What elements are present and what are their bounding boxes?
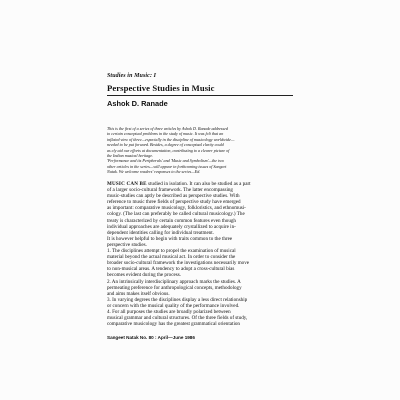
body-line-text: broader socio-cultural framework the investigations necessarily move [107,260,250,267]
body-line-text: becomes evident during the process. [107,272,181,279]
body-line-text: dependent identities calling for individual treatment. [107,229,214,236]
body-line-text: musical grammar and cultural structures. Of the three fields of study, [107,315,248,322]
body-line-text: 2. An intrinsically interdisciplinary approach marks the studies. A [107,278,241,285]
title-rule [107,95,293,96]
article-author: Ashok D. Ranade [107,99,168,108]
body-line-text: and aims makes itself obvious. [107,290,170,297]
body-line-text: 3. In varying degrees the disciplines display a less direct relationship [107,296,248,303]
article-title: Perspective Studies in Music [107,83,215,93]
body-line-text: as important: comparative musicology, folkloristics, and ethnomusi- [107,205,246,212]
body-line-text: comparative musicology has the greatest grammatical orientation [107,321,240,328]
editor-note-line: This is the first of a series of three articles by Ashok D. Ranade addressed [107,126,228,131]
body-line-text: to non-musical areas. A tendency to adopt a cross-cultural bias [107,266,235,273]
editor-note-line: other articles in the series—will appear in forthcoming issues of Sangeet [107,163,227,169]
body-line [107,321,298,327]
editor-note-line: as ely aid our efforts at documentation, contributing to a clearer picture of [107,147,230,153]
body-line-text: permeating preference for anthropological concepts, methodology [107,284,242,291]
body-line-text: of a larger socio-cultural framework. The latter encompassing [107,187,233,194]
body-line-text: 1. The disciplines attempt to propel the examination of musical [107,248,236,255]
body-line-text: individual approaches are adequately crystallized to acquire in- [107,223,236,230]
body-line-text: music-studies can aptly be described as perspective studies. With [107,193,240,200]
page-footer: Sangeet Natak No. 80 : April—June 1986 [107,335,195,340]
body-line-text: 4. For all purposes the studies are broadly polarized between [107,308,231,315]
series-label: Studies in Music: I [107,73,157,79]
editor-note-line: 'Performance and its Peripherals' and 'Music and Symbolism'—the two [107,158,224,164]
body-line-text: reference to music three fields of perspective study have emerged [107,199,241,206]
editor-note [107,126,297,175]
body-line-text: It is however helpful to begin with traits common to the three [107,235,233,242]
body-line-text: studied in isolation. It can also be studied as a part [146,181,251,187]
opening-words: MUSIC CAN BE [107,181,147,187]
editor-note-line: the Indian musical heritage. [107,153,154,159]
editor-note-line: Natak. We welcome readers' responses to the series—Ed. [107,169,201,175]
editor-note-line: needed to be put forward. Besides, a degree of conceptual clarity could [107,142,224,148]
body-line-text: perspective studies. [107,241,147,248]
editor-note-line: inflated view of three—especially in the discipline of musicology worldwide— [107,136,235,142]
body-line-text: treaty is characterized by certain common features even though [107,217,236,224]
body-line-text: cology. (The last can preferably be called cultural musicology.) The [107,211,245,218]
article-body [107,181,298,327]
body-line-text: material beyond the actual musical act. In order to consider the [107,254,236,261]
editor-note-line: to certain conceptual problems in the study of music. It was felt that an [107,131,224,137]
body-line-text: or concern with the musical quality of the performance involved. [107,302,240,309]
